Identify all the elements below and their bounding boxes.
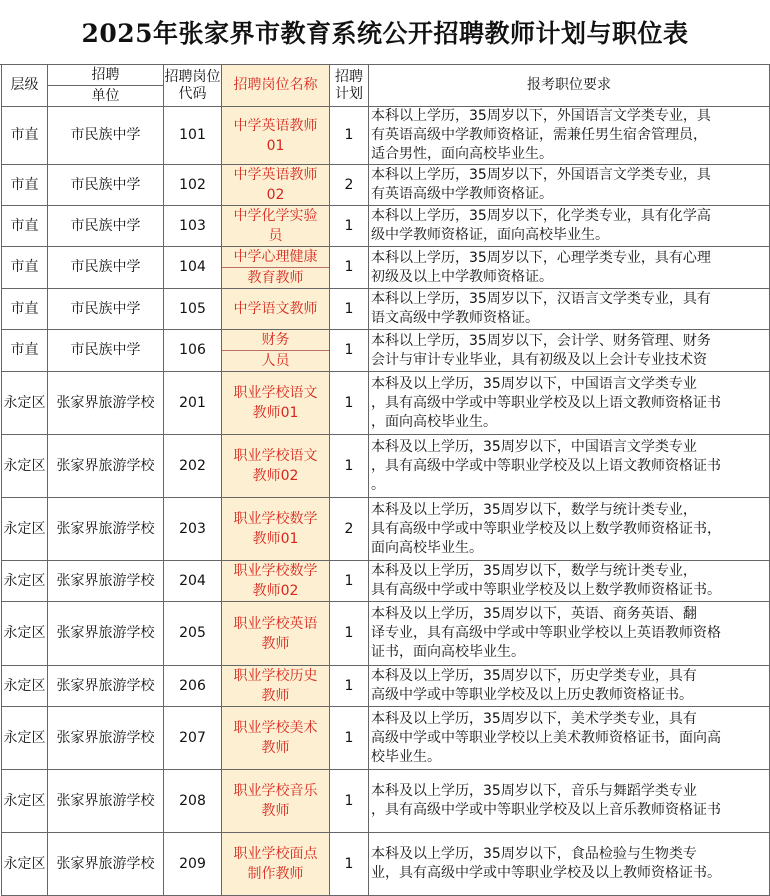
header-code: 招聘岗位代码: [164, 65, 222, 107]
table-row: [2, 372, 770, 435]
requirements-line: 级中学教师资格证，面向高校毕业生。: [371, 227, 609, 243]
unit-cell: 市民族中学: [48, 165, 164, 206]
position-name-cell: [222, 707, 330, 770]
unit-cell: 市民族中学: [48, 206, 164, 247]
position-name-cell: [222, 107, 330, 165]
requirements-line: 证书，面向高校毕业生。: [371, 644, 525, 660]
plan-count-cell: 1: [330, 107, 369, 165]
requirements-line: 本科及以上学历，35周岁以下，食品检验与生物类专: [371, 846, 697, 862]
unit-cell: 市民族中学: [48, 247, 164, 289]
requirements-cell: [369, 561, 770, 602]
plan-count-cell: 1: [330, 435, 369, 498]
requirements-cell: [369, 602, 770, 666]
position-name-cell: [222, 435, 330, 498]
level-cell: 市直: [2, 247, 48, 289]
position-code-cell: 103: [164, 206, 222, 247]
requirements-cell: [369, 206, 770, 247]
position-code-cell: 206: [164, 666, 222, 707]
position-name-line: 教师02: [252, 583, 299, 599]
position-code-cell: 202: [164, 435, 222, 498]
position-code-cell: 208: [164, 770, 222, 833]
position-code-cell: 102: [164, 165, 222, 206]
recruitment-table: [1, 64, 770, 896]
requirements-cell: [369, 833, 770, 896]
requirements-line: 语文高级中学教师资格证。: [371, 310, 539, 326]
plan-count-cell: 1: [330, 289, 369, 330]
unit-cell: 市民族中学: [48, 107, 164, 165]
position-name-cell: [222, 206, 330, 247]
position-code-cell: 104: [164, 247, 222, 289]
level-cell: 永定区: [2, 666, 48, 707]
position-name-cell: [222, 165, 330, 206]
position-name-line: 职业学校音乐: [233, 783, 318, 799]
requirements-cell: [369, 330, 770, 372]
position-code-cell: 101: [164, 107, 222, 165]
table-row: [2, 561, 770, 602]
level-cell: 市直: [2, 330, 48, 372]
position-code-cell: 201: [164, 372, 222, 435]
page-title: 2025年张家界市教育系统公开招聘教师计划与职位表: [0, 0, 770, 65]
plan-count-cell: 1: [330, 330, 369, 372]
unit-cell: 张家界旅游学校: [48, 666, 164, 707]
table-row: [2, 107, 770, 165]
header-unit-top: 招聘: [48, 65, 163, 86]
plan-count-cell: 1: [330, 561, 369, 602]
position-name-cell: [222, 289, 330, 330]
table-row: [2, 435, 770, 498]
requirements-line: 初级及以上中学教师资格证。: [371, 268, 553, 285]
plan-count-cell: 2: [330, 165, 369, 206]
position-name-cell: [222, 666, 330, 707]
level-cell: 永定区: [2, 498, 48, 561]
requirements-line: 具有高级中学或中等职业学校及以上数学教师资格证书，: [371, 520, 721, 537]
requirements-line: 本科及以上学历，35周岁以下，英语、商务英语、翻: [371, 606, 697, 622]
requirements-cell: [369, 372, 770, 435]
requirements-cell: [369, 107, 770, 165]
table-row: [2, 206, 770, 247]
position-name-line: 职业学校语文: [233, 385, 318, 401]
position-name-line: 职业学校美术: [233, 720, 318, 736]
requirements-line: 适合男性，面向高校毕业生。: [371, 146, 553, 162]
header-position: 招聘岗位名称: [222, 65, 330, 107]
requirements-line: 本科及以上学历，35周岁以下，中国语言文学类专业: [371, 438, 697, 455]
position-name-cell: [222, 602, 330, 666]
position-name-line: 教师: [261, 635, 290, 652]
position-name-line: 职业学校语文: [233, 448, 318, 464]
requirements-line: 有英语高级中学教师资格证，需兼任男生宿舍管理员，: [371, 127, 707, 143]
requirements-line: 本科及以上学历，35周岁以下，音乐与舞蹈学类专业: [371, 783, 697, 799]
requirements-cell: [369, 666, 770, 707]
level-cell: 永定区: [2, 707, 48, 770]
position-name-cell: [222, 561, 330, 602]
position-name-cell: [222, 330, 330, 372]
plan-count-cell: 1: [330, 666, 369, 707]
position-name-line: 职业学校数学: [233, 563, 318, 579]
position-name-line: 教师02: [252, 468, 299, 484]
requirements-line: 本科以上学历，35周岁以下，外国语言文学类专业，具: [371, 167, 711, 183]
position-name-cell: [222, 833, 330, 896]
table-row: [2, 666, 770, 707]
position-name-line: 中学英语教师: [233, 117, 318, 134]
position-name-line: 教师: [261, 803, 290, 819]
requirements-line: 。: [371, 476, 385, 493]
level-cell: 永定区: [2, 833, 48, 896]
requirements-cell: [369, 165, 770, 206]
position-name-line: 教师01: [252, 531, 299, 547]
header-unit-bottom: 单位: [91, 88, 120, 104]
unit-cell: 市民族中学: [48, 289, 164, 330]
unit-cell: 张家界旅游学校: [48, 561, 164, 602]
position-name-line: 02: [266, 187, 285, 203]
level-cell: 市直: [2, 206, 48, 247]
requirements-line: 本科以上学历，35周岁以下，汉语言文学类专业，具有: [371, 291, 711, 307]
requirements-line: 本科及以上学历，35周岁以下，中国语言文学类专业: [371, 375, 697, 392]
unit-cell: 张家界旅游学校: [48, 707, 164, 770]
requirements-line: ，具有高级中学或中等职业学校及以上语文教师资格证书: [371, 394, 721, 411]
requirements-line: 会计与审计专业毕业，具有初级及以上会计专业技术资: [371, 351, 707, 368]
position-name-line: 人员: [261, 353, 290, 369]
level-cell: 市直: [2, 289, 48, 330]
header-level: 层级: [2, 65, 48, 107]
table-row: [2, 165, 770, 206]
requirements-line: ，具有高级中学或中等职业学校及以上语文教师资格证书: [371, 457, 721, 474]
requirements-line: 本科以上学历，35周岁以下，心理学类专业，具有心理: [371, 249, 711, 266]
level-cell: 市直: [2, 107, 48, 165]
position-name-line: 教师: [261, 740, 290, 756]
table-row: [2, 247, 770, 289]
level-cell: 市直: [2, 165, 48, 206]
position-name-line: 职业学校英语: [233, 615, 318, 632]
requirements-line: ，面向高校毕业生。: [371, 413, 497, 430]
plan-count-cell: 1: [330, 770, 369, 833]
position-code-cell: 203: [164, 498, 222, 561]
plan-count-cell: 2: [330, 498, 369, 561]
requirements-line: 具有高级中学或中等职业学校及以上数学教师资格证书。: [371, 582, 721, 598]
header-requirements: 报考职位要求: [369, 65, 770, 107]
position-name-line: 中学语文教师: [233, 301, 318, 317]
position-name-line: 职业学校历史: [233, 668, 318, 684]
position-name-cell: [222, 247, 330, 289]
table-row: [2, 498, 770, 561]
level-cell: 永定区: [2, 561, 48, 602]
position-code-cell: 209: [164, 833, 222, 896]
table-row: [2, 707, 770, 770]
requirements-line: 业，具有高级中学或中等职业学校及以上教师资格证书。: [371, 865, 721, 881]
position-name-cell: [222, 498, 330, 561]
position-name-line: 01: [266, 137, 285, 154]
unit-cell: 张家界旅游学校: [48, 833, 164, 896]
table-row: [2, 330, 770, 372]
position-name-line: 财务: [222, 330, 329, 351]
position-name-line: 教师: [261, 688, 290, 704]
table-row: [2, 833, 770, 896]
table-row: [2, 602, 770, 666]
unit-cell: 张家界旅游学校: [48, 770, 164, 833]
position-code-cell: 204: [164, 561, 222, 602]
plan-count-cell: 1: [330, 206, 369, 247]
position-name-cell: [222, 372, 330, 435]
requirements-cell: [369, 498, 770, 561]
unit-cell: 张家界旅游学校: [48, 602, 164, 666]
requirements-line: 高级中学或中等职业学校及以上历史教师资格证书。: [371, 687, 693, 703]
requirements-line: 面向高校毕业生。: [371, 539, 483, 556]
requirements-cell: [369, 707, 770, 770]
position-name-line: 职业学校数学: [233, 511, 318, 527]
position-name-line: 制作教师: [247, 866, 304, 882]
level-cell: 永定区: [2, 372, 48, 435]
requirements-line: 本科以上学历，35周岁以下，会计学、财务管理、财务: [371, 332, 711, 349]
requirements-line: 本科及以上学历，35周岁以下，数学与统计类专业，: [371, 501, 697, 518]
position-name-line: 中学英语教师: [233, 167, 318, 183]
position-name-line: 中学化学实验: [233, 208, 318, 224]
position-name-line: 教育教师: [247, 270, 304, 286]
requirements-line: 本科及以上学历，35周岁以下，历史学类专业，具有: [371, 668, 697, 684]
header-unit: [48, 65, 164, 107]
requirements-line: 本科以上学历，35周岁以下，化学类专业，具有化学高: [371, 208, 711, 224]
level-cell: 永定区: [2, 435, 48, 498]
plan-count-cell: 1: [330, 707, 369, 770]
position-name-cell: [222, 770, 330, 833]
level-cell: 永定区: [2, 770, 48, 833]
requirements-line: 高级中学或中等职业学校以上美术教师资格证书，面向高: [371, 729, 721, 746]
requirements-line: 本科及以上学历，35周岁以下，数学与统计类专业，: [371, 563, 697, 579]
position-code-cell: 205: [164, 602, 222, 666]
position-name-line: 中学心理健康: [222, 247, 329, 268]
requirements-line: 本科及以上学历，35周岁以下，美术学类专业，具有: [371, 710, 697, 727]
unit-cell: 张家界旅游学校: [48, 435, 164, 498]
requirements-line: 译专业，具有高级中学或中等职业学校以上英语教师资格: [371, 625, 721, 641]
position-name-line: 职业学校面点: [233, 846, 318, 862]
position-name-line: 员: [268, 228, 283, 244]
position-code-cell: 106: [164, 330, 222, 372]
plan-count-cell: 1: [330, 372, 369, 435]
requirements-cell: [369, 289, 770, 330]
requirements-line: 本科以上学历，35周岁以下，外国语言文学类专业，具: [371, 108, 711, 124]
header-row: [2, 65, 770, 107]
plan-count-cell: 1: [330, 602, 369, 666]
plan-count-cell: 1: [330, 833, 369, 896]
requirements-line: 有英语高级中学教师资格证。: [371, 186, 553, 202]
level-cell: 永定区: [2, 602, 48, 666]
plan-count-cell: 1: [330, 247, 369, 289]
table-row: [2, 770, 770, 833]
requirements-line: ，具有高级中学或中等职业学校及以上音乐教师资格证书: [371, 802, 721, 818]
position-code-cell: 207: [164, 707, 222, 770]
requirements-cell: [369, 770, 770, 833]
requirements-cell: [369, 247, 770, 289]
unit-cell: 市民族中学: [48, 330, 164, 372]
requirements-cell: [369, 435, 770, 498]
position-code-cell: 105: [164, 289, 222, 330]
table-row: [2, 289, 770, 330]
unit-cell: 张家界旅游学校: [48, 498, 164, 561]
header-plan: 招聘计划: [330, 65, 369, 107]
position-name-line: 教师01: [252, 405, 299, 421]
requirements-line: 校毕业生。: [371, 748, 441, 765]
unit-cell: 张家界旅游学校: [48, 372, 164, 435]
